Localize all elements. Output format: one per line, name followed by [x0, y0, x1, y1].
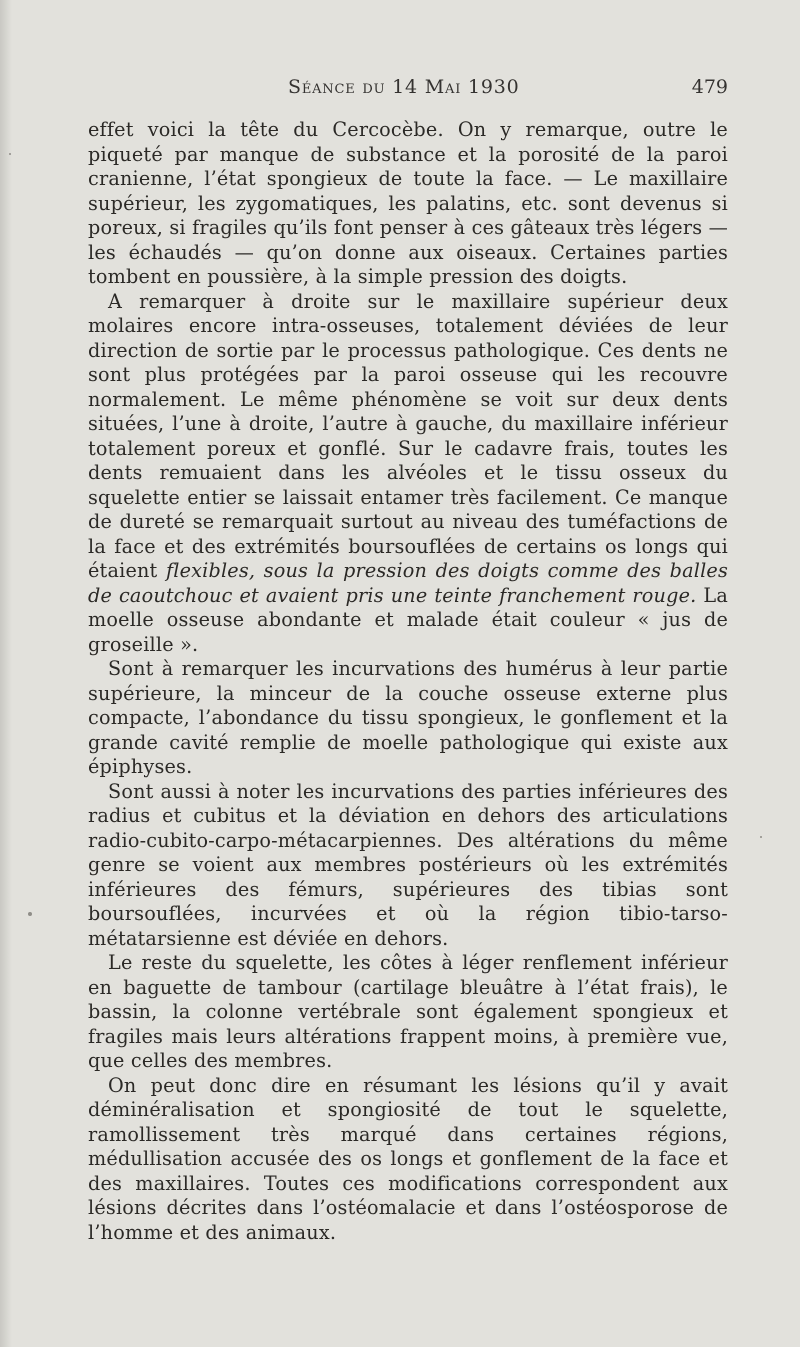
paper-speck: [9, 153, 11, 155]
paragraph-2-text-before: A remarquer à droite sur le maxillaire supérieur deux molaires encore intra-osseuses, totalement déviées de leur direction de sortie par le processus pathologique. Ces dents ne sont plus protégées par la paroi osseuse qui les recouvre normalement. Le même phénomène se voit sur deux dents situées, l’une à droite, l’autre à gauche, du maxillaire inférieur totalement poreux et gonflé. Sur le cadavre frais, toutes les dents remuaient dans les alvéoles et le tissu osseux du squelette entier se laissait entamer très facilement. Ce manque de dureté se remarquait surtout au niveau des tuméfactions de la face et des extrémités boursouflées de certains os longs qui étaient: [88, 289, 728, 582]
paragraph-5: Le reste du squelette, les côtes à léger renflement inférieur en baguette de tambour (cartilage bleuâtre à l’état frais), le bassin, la colonne vertébrale sont également spongieux et fragiles mais leurs altérations frappent moins, à première vue, que celles des membres.: [88, 951, 728, 1072]
paragraph-3: Sont à remarquer les incurvations des humérus à leur partie supérieure, la minceur de la couche osseuse externe plus compacte, l’abondance du tissu spongieux, le gonflement et la grande cavité remplie de moelle pathologique qui existe aux épiphyses.: [88, 657, 728, 778]
page-number: 479: [691, 76, 728, 98]
paragraph-2: [88, 290, 728, 658]
paper-speck: [760, 836, 762, 838]
running-head: Séance du 14 Mai 1930: [288, 76, 520, 98]
paragraph-2-italic-text: flexibles, sous la pression des doigts comme des balles de caoutchouc et avaient pris une teinte franchement rouge.: [88, 559, 729, 607]
paragraph-2-text-after: La moelle osseuse abondante et malade était couleur « jus de groseille ».: [88, 583, 728, 656]
paragraph-1: effet voici la tête du Cercocèbe. On y remarque, outre le piqueté par manque de substance et la porosité de la paroi cranienne, l’état spongieux de toute la face. — Le maxillaire supérieur, les zygomatiques, les palatins, etc. sont devenus si poreux, si fragiles qu’ils font penser à ces gâteaux très légers — les échaudés — qu’on donne aux oiseaux. Certaines parties tombent en poussière, à la simple pression des doigts.: [88, 118, 728, 288]
paragraph-4: Sont aussi à noter les incurvations des parties inférieures des radius et cubitus et la déviation en dehors des articulations radio-cubito-carpo-métacarpiennes. Des altérations du même genre se voient aux membres postérieurs où les extrémités inférieures des fémurs, supérieures des tibias sont boursouflées, incurvées et où la région tibio-tarso-métatarsienne est déviée en dehors.: [88, 779, 728, 950]
paragraph-6: On peut donc dire en résumant les lésions qu’il y avait déminéralisation et spongiosité de tout le squelette, ramollissement très marqué dans certaines régions, médullisation accusée des os longs et gonflement de la face et des maxillaires. Toutes ces modifications correspondent aux lésions décrites dans l’ostéomalacie et dans l’ostéosporose de l’homme et des animaux.: [88, 1073, 728, 1244]
body-text: [88, 118, 728, 1245]
page-header: [88, 76, 728, 106]
page-gutter-shadow: [0, 0, 12, 1347]
paper-speck: [28, 912, 32, 916]
